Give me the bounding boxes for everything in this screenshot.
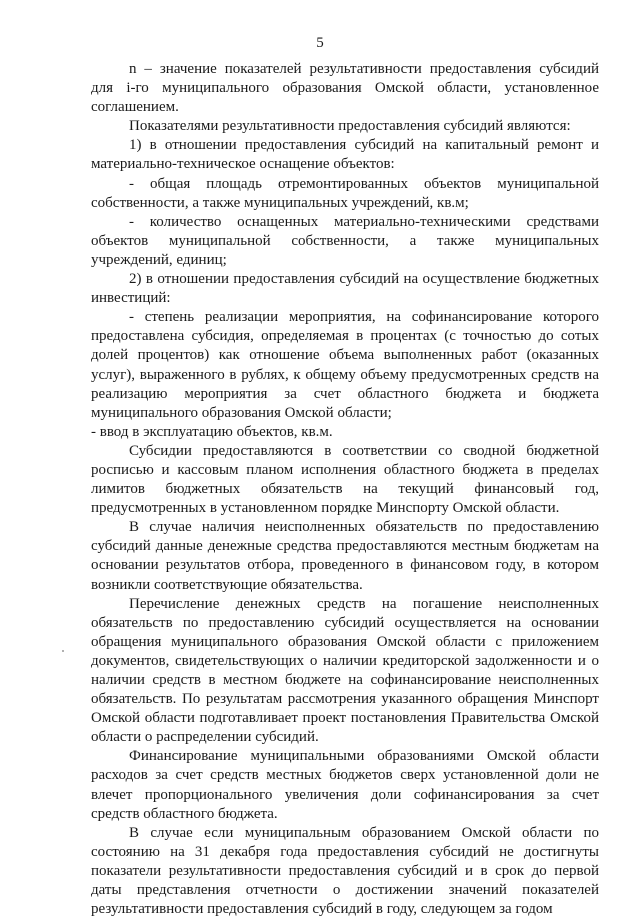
paragraph-subsidies-provided: Субсидии предоставляются в соответствии со сводной бюджетной росписью и кассовым планом исполнения областного бюджета в пределах лимитов бюджетных обязательств на текущий финансовый год, предусмотренных в установленном порядке Минспорту Омской области.: [91, 442, 599, 517]
paragraph-bullet-commissioning: - ввод в эксплуатацию объектов, кв.м.: [91, 423, 333, 440]
paragraph-item-2: 2) в отношении предоставления субсидий на осуществление бюджетных инвестиций:: [91, 271, 599, 307]
paragraph-case-not-achieved: В случае если муниципальным образованием Омской области по состоянию на 31 декабря года предоставления субсидий не достигнуты показатели результативности предоставления субсидий и в срок до первой даты представления отчетности о достижении значений показателей результативности предоставления субсидий в году, следующем за годом: [91, 824, 599, 918]
paragraph-transfer-of-funds: Перечисление денежных средств на погашение неисполненных обязательств по предоставлению субсидий осуществляется на основании обращения муниципального образования Омской области с приложением документов, свидетельствующих о наличии кредиторской задолженности и о наличии средств в местном бюджете на софинансирование неисполненных обязательств. По результатам рассмотрения указанного обращения Минспорт Омской области подготавливает проект постановления Правительства Омской области о распределении субсидий.: [91, 595, 599, 746]
paragraph-financing: Финансирование муниципальными образованиями Омской области расходов за счет средств местных бюджетов сверх установленной доли не влечет пропорционального увеличения доли софинансирования за счет средств областного бюджета.: [91, 748, 599, 822]
paragraph-bullet-area: - общая площадь отремонтированных объектов муниципальной собственности, а также муниципальных учреждений, кв.м;: [91, 175, 599, 211]
paragraph-bullet-count: - количество оснащенных материально-техническими средствами объектов муниципальной собственности, а также муниципальных учреждений, единиц;: [91, 213, 599, 268]
paragraph-indicators-intro: Показателями результативности предоставления субсидий являются:: [129, 118, 571, 135]
paragraph-item-1: 1) в отношении предоставления субсидий на капитальный ремонт и материально-техническое оснащение объектов:: [91, 137, 599, 173]
page-number: 5: [316, 35, 324, 51]
paragraph-n-definition: n – значение показателей результативности предоставления субсидий для i-го муниципального образования Омской области, установленное соглашением.: [91, 61, 599, 116]
document-body: [91, 60, 599, 919]
scan-speck: [62, 650, 64, 652]
paragraph-bullet-degree: - степень реализации мероприятия, на софинансирование которого предоставлена субсидия, определяемая в процентах (с точностью до сотых долей процентов) как отношение объема выполненных работ (оказанных услуг), выраженного в рублях, к общему объему предусмотренных средств на реализацию мероприятия за счет областного бюджета и бюджета муниципального образования Омской области;: [91, 309, 599, 421]
paragraph-unfulfilled-obligations: В случае наличия неисполненных обязательств по предоставлению субсидий данные денежные средства предоставляются местным бюджетам на основании результатов отбора, проведенного в финансовом году, в котором возникли соответствующие обязательства.: [91, 519, 599, 593]
